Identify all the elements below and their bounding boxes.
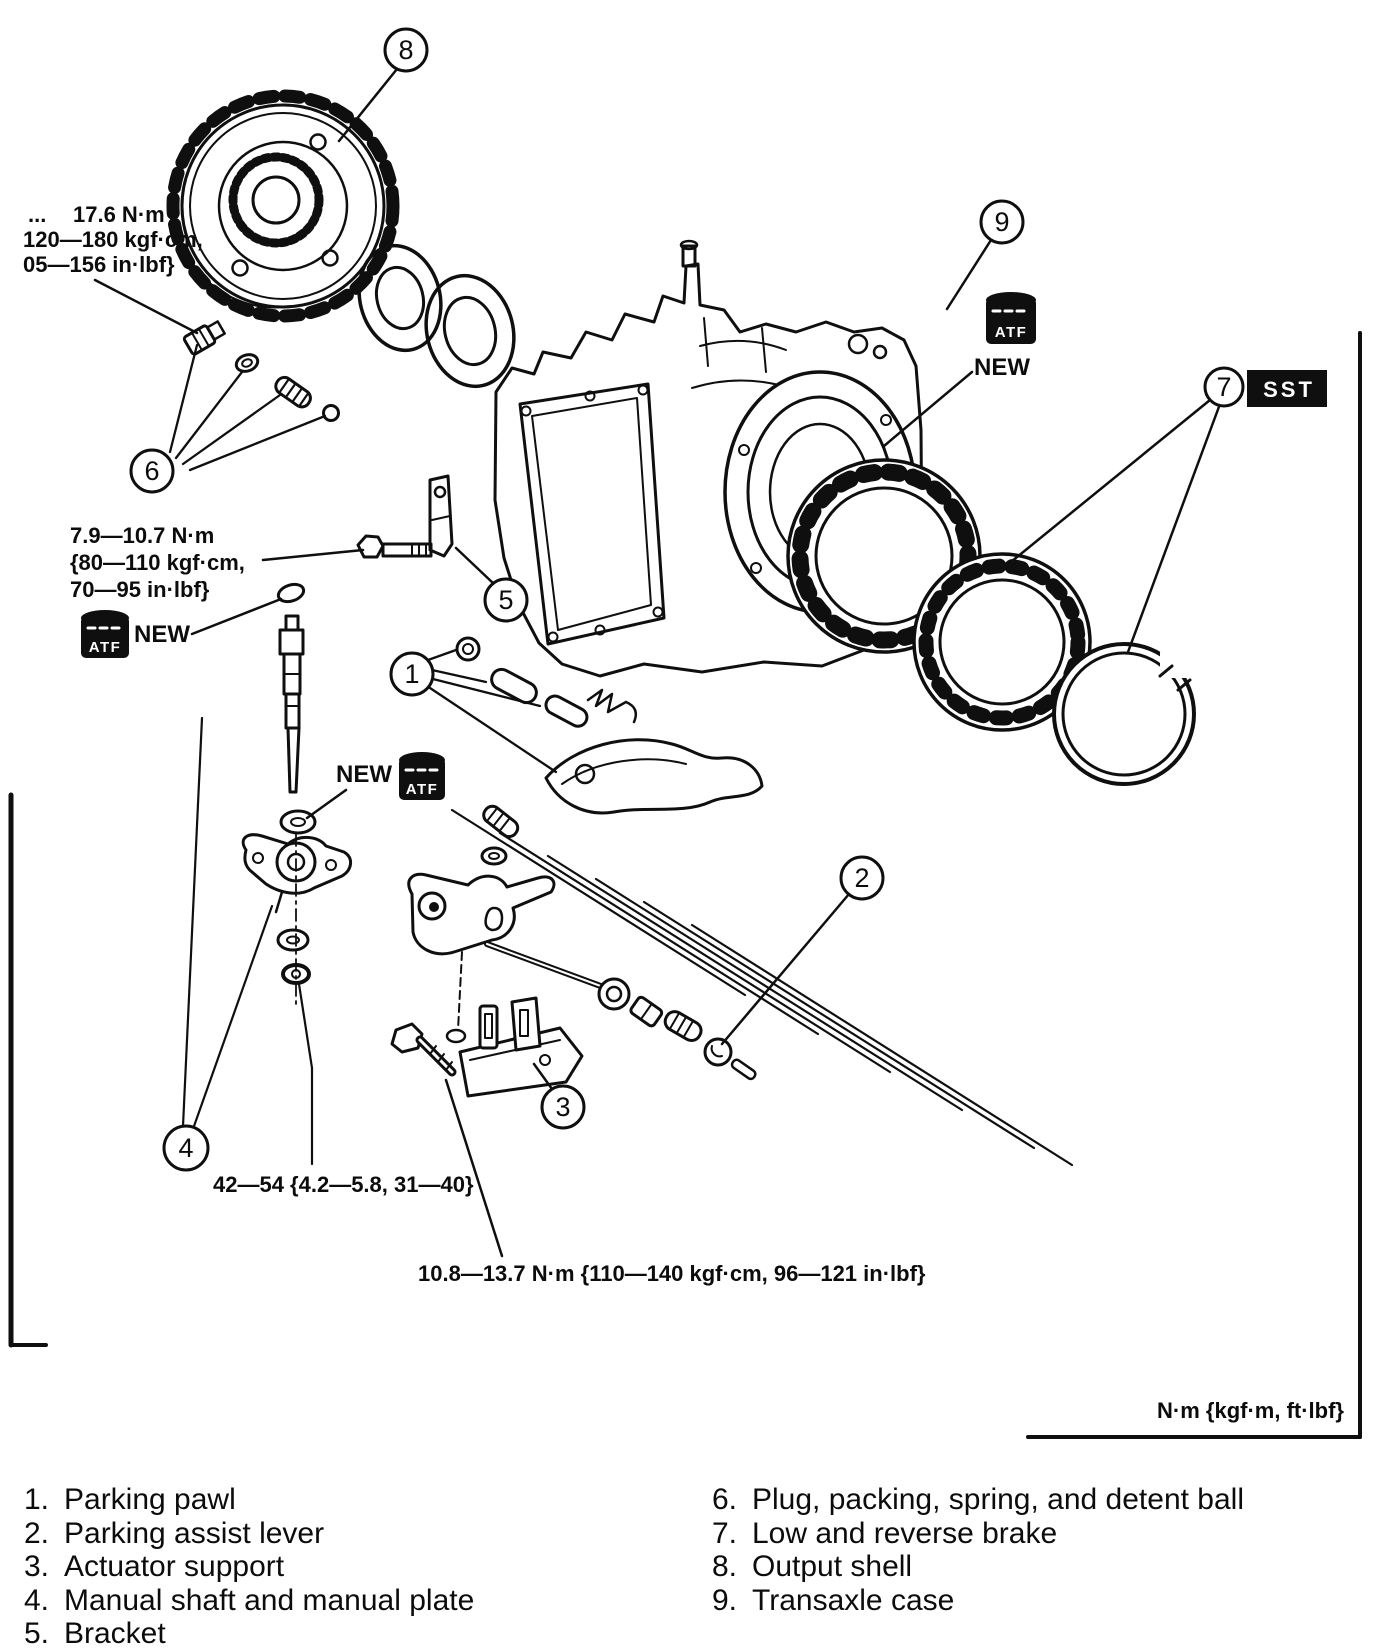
leader-line	[192, 599, 281, 634]
legend-number: 8.	[712, 1550, 738, 1583]
leader-line	[446, 1080, 502, 1256]
atf-icon	[81, 610, 129, 658]
legend-number: 9.	[712, 1583, 738, 1617]
spec-line: 120—180 kgf·cm,	[23, 227, 203, 252]
legend-label: Actuator support	[64, 1550, 285, 1583]
legend-item	[24, 1584, 474, 1618]
callout-number: 4	[178, 1133, 194, 1163]
leader-line	[95, 280, 197, 333]
legend-label: Parking assist lever	[64, 1516, 325, 1550]
detent-plug-parts	[170, 319, 339, 470]
parts-legend-right	[712, 1483, 1244, 1617]
legend-label: Transaxle case	[752, 1583, 955, 1617]
callout-number: 9	[994, 207, 1010, 237]
new-label: NEW	[974, 354, 1030, 381]
new-label: NEW	[336, 761, 392, 788]
legend-number: 7.	[712, 1516, 738, 1550]
spec-line: {80—110 kgf·cm,	[70, 550, 245, 575]
new-label: NEW	[134, 621, 190, 648]
callout-number: 7	[1216, 372, 1232, 402]
torque-spec-manual-shaft: 42—54 {4.2—5.8, 31—40}	[213, 1172, 474, 1197]
leader-line	[428, 650, 456, 660]
leader-line	[183, 718, 202, 1126]
manual-shaft-drawing	[243, 616, 350, 1164]
callout-number: 8	[398, 35, 414, 65]
leader-line	[193, 906, 272, 1129]
legend-label: Output shell	[752, 1550, 913, 1583]
atf-label: ATF	[88, 639, 122, 656]
unit-note: N·m {kgf·m, ft·lbf}	[1157, 1398, 1344, 1423]
low-reverse-brake-drawing	[788, 460, 1194, 784]
leader-line	[307, 790, 346, 818]
legend-label: Parking pawl	[64, 1483, 236, 1516]
legend-item	[712, 1550, 1244, 1584]
callout-number: 6	[144, 456, 160, 486]
sst-label: SST	[1263, 377, 1315, 402]
legend-label: Bracket	[64, 1617, 166, 1650]
spec-line: 7.9—10.7 N·m	[70, 523, 215, 548]
legend-number: 3.	[24, 1550, 50, 1583]
legend-label: Manual shaft and manual plate	[64, 1583, 475, 1617]
legend-number: 6.	[712, 1483, 738, 1516]
legend-number: 5.	[24, 1617, 50, 1650]
leader-line	[263, 550, 363, 560]
spec-prefix: ...	[28, 202, 47, 227]
callout-number: 2	[854, 863, 870, 893]
atf-icon	[399, 752, 445, 800]
atf-new-middle	[307, 752, 445, 818]
legend-item	[712, 1584, 1244, 1618]
leader-line	[456, 548, 494, 584]
parts-legend-left	[24, 1483, 474, 1651]
legend-number: 2.	[24, 1516, 50, 1550]
legend-item	[712, 1517, 1244, 1551]
leader-line	[722, 894, 849, 1044]
legend-item	[24, 1617, 474, 1651]
legend-item	[24, 1483, 474, 1517]
legend-item	[24, 1550, 474, 1584]
sst-badge	[1247, 370, 1327, 407]
callout-6	[131, 450, 173, 492]
callout-number: 5	[498, 585, 514, 615]
callout-8	[339, 29, 427, 141]
legend-item	[24, 1517, 474, 1551]
legend-label: Low and reverse brake	[752, 1516, 1058, 1550]
legend-number: 4.	[24, 1583, 50, 1617]
spec-line: 05—156 in·lbf}	[23, 252, 175, 277]
torque-spec-actuator-bolt: 10.8—13.7 N·m {110—140 kgf·cm, 96—121 in·lbf}	[418, 1261, 926, 1286]
parking-assist-lever-drawing	[409, 803, 757, 1080]
atf-label: ATF	[405, 781, 439, 798]
callout-number: 3	[555, 1092, 571, 1122]
callout-1	[391, 653, 433, 695]
spec-line: 70—95 in·lbf}	[70, 577, 210, 602]
leader-line	[430, 688, 556, 772]
atf-label: ATF	[994, 324, 1028, 341]
torque-spec-bracket	[70, 523, 363, 602]
leader-line	[1128, 404, 1220, 652]
atf-icon	[986, 292, 1036, 344]
callout-4	[164, 718, 272, 1170]
callout-number: 1	[404, 659, 420, 689]
leader-line	[299, 984, 312, 1068]
legend-number: 1.	[24, 1483, 50, 1516]
legend-item	[712, 1483, 1244, 1517]
spec-line: 17.6 N·m	[73, 202, 165, 227]
legend-label: Plug, packing, spring, and detent ball	[752, 1483, 1244, 1516]
leader-line	[1006, 400, 1210, 566]
bracket-drawing	[358, 476, 452, 557]
leader-line	[947, 240, 991, 309]
leader-line	[190, 416, 325, 470]
